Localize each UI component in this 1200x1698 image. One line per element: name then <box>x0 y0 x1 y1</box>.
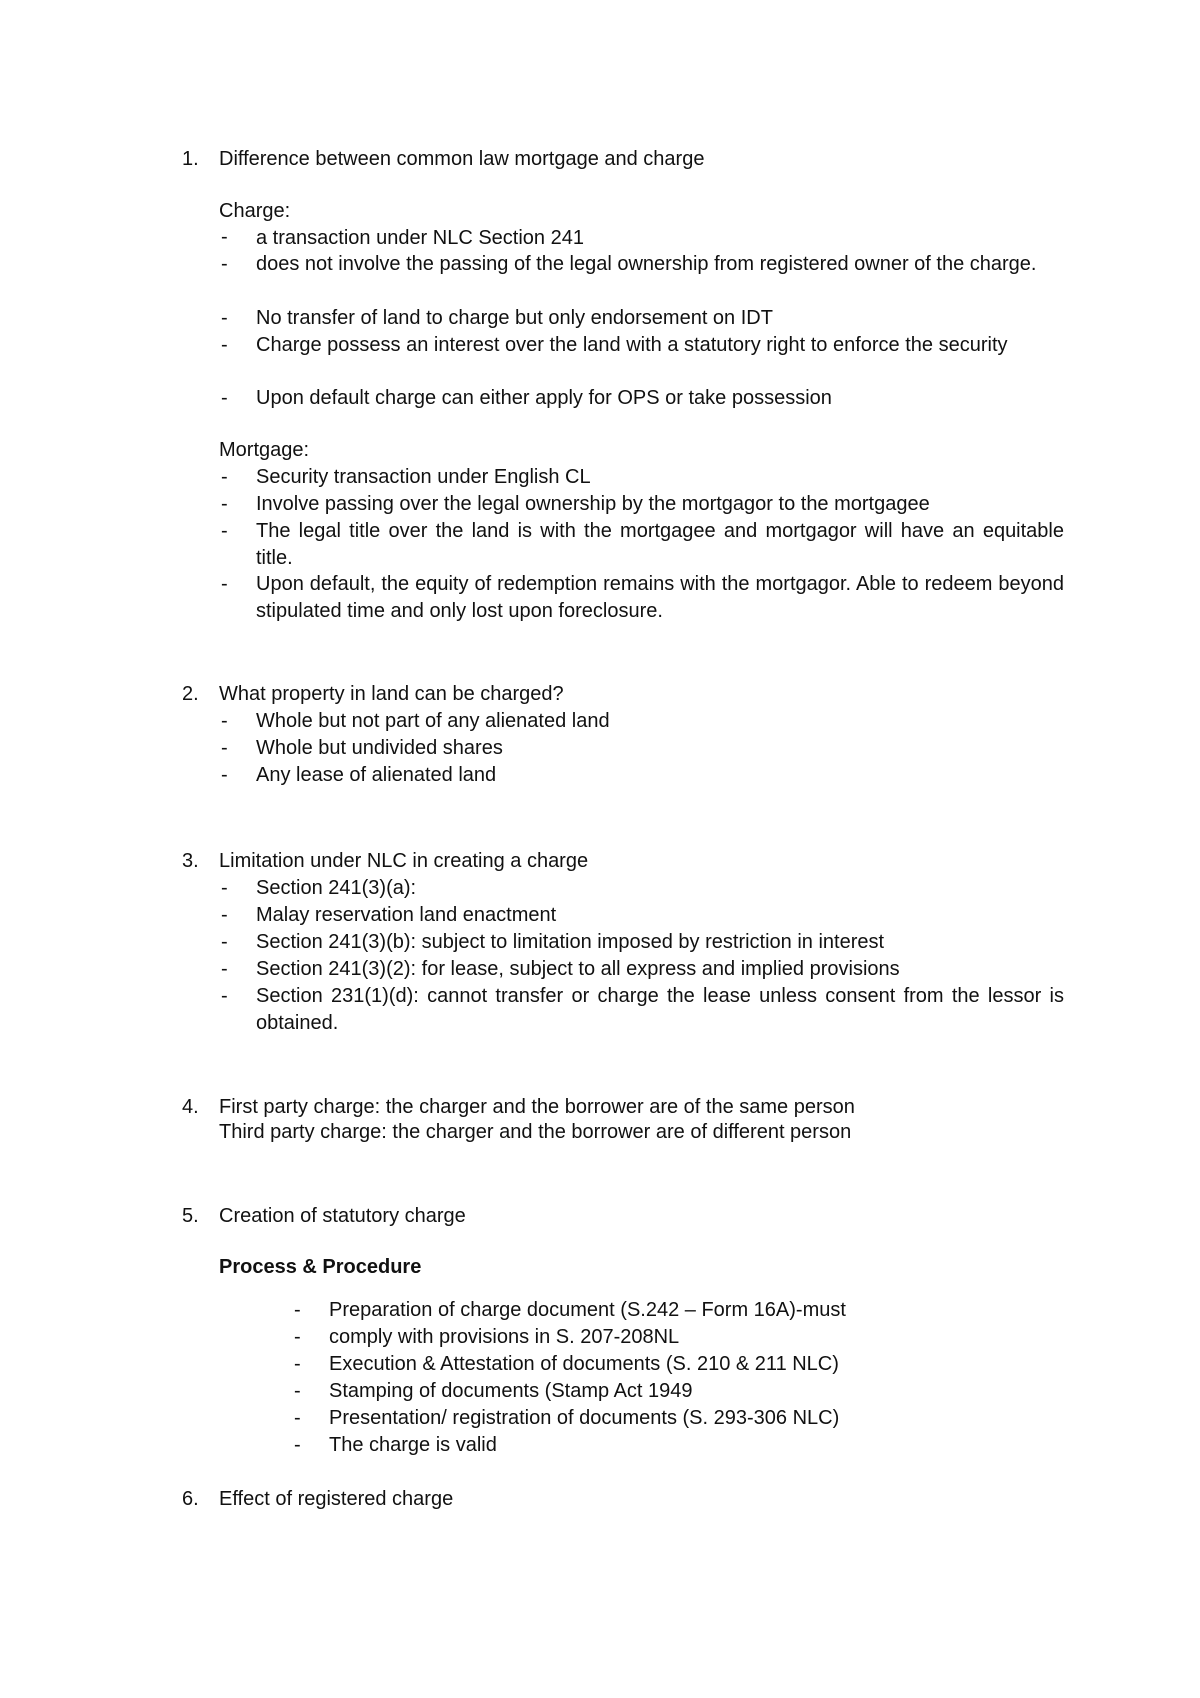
procedure-item-5: Presentation/ registration of documents (S. 293-306 NLC) <box>329 1407 840 1429</box>
property-item-1: Whole but not part of any alienated land <box>256 710 610 732</box>
bullet-dash: - <box>221 573 228 595</box>
bullet-dash: - <box>294 1407 301 1429</box>
bullet-dash: - <box>221 710 228 732</box>
charge-item-5: Upon default charge can either apply for OPS or take possession <box>256 387 832 409</box>
bullet-dash: - <box>221 493 228 515</box>
charge-item-2: does not involve the passing of the legal ownership from registered owner of the charge. <box>256 253 1037 275</box>
bullet-dash: - <box>221 387 228 409</box>
bullet-dash: - <box>294 1353 301 1375</box>
process-procedure-heading: Process & Procedure <box>219 1256 422 1278</box>
procedure-item-4: Stamping of documents (Stamp Act 1949 <box>329 1380 693 1402</box>
property-item-3: Any lease of alienated land <box>256 764 497 786</box>
mortgage-heading: Mortgage: <box>219 439 310 461</box>
charge-item-4: Charge possess an interest over the land with a statutory right to enforce the security <box>256 334 1008 356</box>
section-1-title: Difference between common law mortgage and charge <box>219 148 705 170</box>
section-2-title: What property in land can be charged? <box>219 683 564 705</box>
charge-heading: Charge: <box>219 200 291 222</box>
section-6-number: 6. <box>182 1488 199 1510</box>
mortgage-item-2: Involve passing over the legal ownership by the mortgagor to the mortgagee <box>256 493 930 515</box>
section-5-number: 5. <box>182 1205 199 1227</box>
bullet-dash: - <box>221 985 228 1007</box>
mortgage-item-4: Upon default, the equity of redemption remains with the mortgagor. Able to redeem beyond stipulated time and only lost upon foreclosure. <box>256 573 1064 622</box>
procedure-item-2: comply with provisions in S. 207-208NL <box>329 1326 680 1348</box>
bullet-dash: - <box>221 877 228 899</box>
bullet-dash: - <box>221 904 228 926</box>
charge-item-1: a transaction under NLC Section 241 <box>256 227 584 249</box>
procedure-item-6: The charge is valid <box>329 1434 497 1456</box>
bullet-dash: - <box>294 1434 301 1456</box>
bullet-dash: - <box>221 226 228 248</box>
bullet-dash: - <box>221 307 228 329</box>
bullet-dash: - <box>294 1299 301 1321</box>
limitation-item-4: Section 241(3)(2): for lease, subject to all express and implied provisions <box>256 958 900 980</box>
mortgage-item-1: Security transaction under English CL <box>256 466 591 488</box>
bullet-dash: - <box>221 520 228 542</box>
property-item-2: Whole but undivided shares <box>256 737 503 759</box>
bullet-dash: - <box>221 466 228 488</box>
section-3-title: Limitation under NLC in creating a charge <box>219 850 589 872</box>
bullet-dash: - <box>294 1326 301 1348</box>
first-party-charge: First party charge: the charger and the borrower are of the same person <box>219 1096 855 1118</box>
section-2-number: 2. <box>182 683 199 705</box>
bullet-dash: - <box>221 737 228 759</box>
charge-item-3: No transfer of land to charge but only endorsement on IDT <box>256 307 773 329</box>
procedure-item-3: Execution & Attestation of documents (S. 210 & 211 NLC) <box>329 1353 839 1375</box>
bullet-dash: - <box>221 958 228 980</box>
section-1-number: 1. <box>182 148 199 170</box>
limitation-item-1: Section 241(3)(a): <box>256 877 417 899</box>
bullet-dash: - <box>221 253 228 275</box>
limitation-item-2: Malay reservation land enactment <box>256 904 557 926</box>
bullet-dash: - <box>221 334 228 356</box>
section-5-title: Creation of statutory charge <box>219 1205 466 1227</box>
section-6-title: Effect of registered charge <box>219 1488 454 1510</box>
limitation-item-3: Section 241(3)(b): subject to limitation imposed by restriction in interest <box>256 931 885 953</box>
mortgage-item-3: The legal title over the land is with the mortgagee and mortgagor will have an equitable title. <box>256 520 1064 569</box>
bullet-dash: - <box>221 764 228 786</box>
procedure-item-1: Preparation of charge document (S.242 – Form 16A)-must <box>329 1299 846 1321</box>
section-4-number: 4. <box>182 1096 199 1118</box>
limitation-item-5: Section 231(1)(d): cannot transfer or charge the lease unless consent from the lessor is obtained. <box>256 985 1064 1034</box>
section-3-number: 3. <box>182 850 199 872</box>
third-party-charge: Third party charge: the charger and the borrower are of different person <box>219 1121 852 1143</box>
bullet-dash: - <box>221 931 228 953</box>
bullet-dash: - <box>294 1380 301 1402</box>
